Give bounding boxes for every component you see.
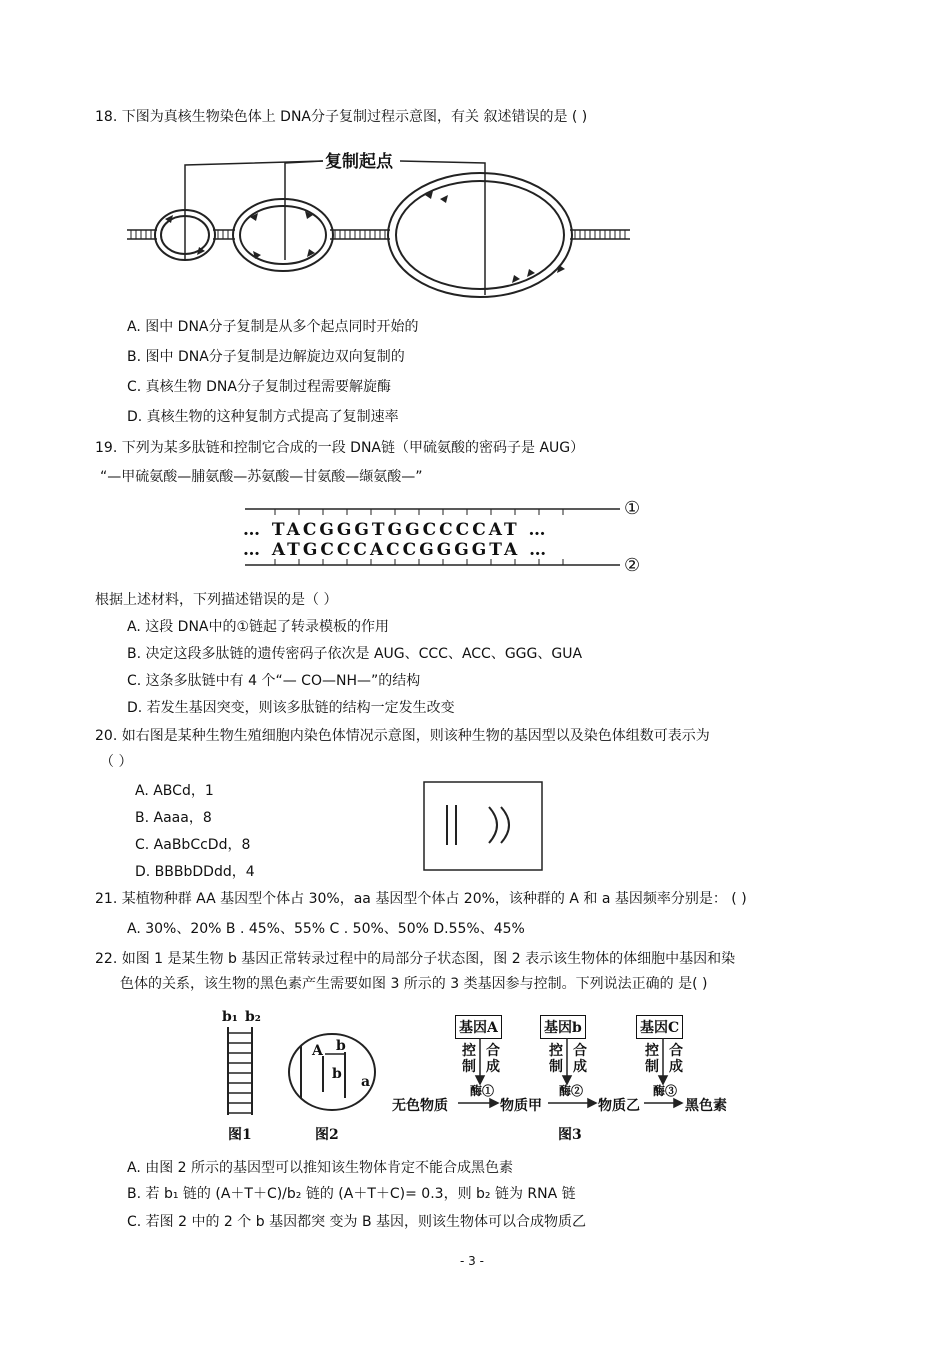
fig3-control-a: 控制 (462, 1043, 476, 1075)
chromosome-figure (423, 781, 543, 871)
q22-stem-line2: 色体的关系，该生物的黑色素产生需要如图 3 所示的 3 类基因参与控制。下列说法正确的 是( ) (120, 976, 708, 992)
q19-stem: 19. 下列为某多肽链和控制它合成的一段 DNA链（甲硫氨酸的密码子是 AUG） (95, 440, 585, 456)
fig1-caption: 图1 (228, 1127, 252, 1143)
q20-option-c: C. AaBbCcDd，8 (135, 837, 251, 853)
fig1-ladder (224, 1027, 258, 1117)
q19-peptide: “—甲硫氨酸—脯氨酸—苏氨酸—甘氨酸—缬氨酸—” (100, 469, 423, 485)
q20-stem: 20. 如右图是某种生物生殖细胞内染色体情况示意图，则该种生物的基因型以及染色体组数可表示为 (95, 728, 710, 744)
q20-option-d: D. BBBbDDdd，4 (135, 864, 255, 880)
q20-stem-paren: （ ） (100, 754, 133, 770)
fig2-label-a: a (361, 1074, 371, 1090)
fig1-b2-label: b₂ (245, 1009, 261, 1025)
dna-replication-figure (125, 145, 635, 310)
q20-option-a: A. ABCd，1 (135, 783, 214, 799)
fig2-label-A: A (312, 1043, 323, 1059)
q19-option-c: C. 这条多肽链中有 4 个“— CO—NH—”的结构 (127, 673, 421, 689)
q19-option-b: B. 决定这段多肽链的遗传密码子依次是 AUG、CCC、ACC、GGG、GUA (127, 646, 583, 662)
replication-origin-label: 复制起点 (325, 152, 393, 172)
fig2-label-b-mid: b (332, 1066, 342, 1082)
strand-2-sequence: … ATGCCCACCGGGGTA … (243, 540, 550, 560)
q22-option-c: C. 若图 2 中的 2 个 b 基因都突 变为 B 基因，则该生物体可以合成物质乙 (127, 1214, 587, 1230)
fig3-synth-c: 合成 (669, 1043, 683, 1075)
q18-option-c: C. 真核生物 DNA分子复制过程需要解旋酶 (127, 379, 391, 395)
fig3-caption: 图3 (558, 1127, 582, 1143)
q18-option-b: B. 图中 DNA分子复制是边解旋边双向复制的 (127, 349, 405, 365)
q18-option-d: D. 真核生物的这种复制方式提高了复制速率 (127, 409, 399, 425)
fig3-gene-a-box: 基因A (455, 1015, 502, 1039)
fig3-substance-jia: 物质甲 (500, 1098, 542, 1114)
fig3-substance-melanin: 黑色素 (685, 1098, 727, 1114)
fig2-caption: 图2 (315, 1127, 339, 1143)
strand-1-sequence: … TACGGGTGGCCCCAT … (243, 520, 549, 540)
fig3-substance-yi: 物质乙 (598, 1098, 640, 1114)
q19-question: 根据上述材料，下列描述错误的是（ ） (95, 592, 338, 608)
fig3-substance-colorless: 无色物质 (392, 1098, 448, 1114)
page-number: - 3 - (460, 1254, 484, 1268)
fig3-synth-a: 合成 (486, 1043, 500, 1075)
fig3-control-c: 控制 (645, 1043, 659, 1075)
q21-options: A. 30%、20% B . 45%、55% C . 50%、50% D.55%、45% (127, 921, 525, 937)
q22-stem: 22. 如图 1 是某生物 b 基因正常转录过程中的局部分子状态图，图 2 表示该生物体的体细胞中基因和染 (95, 951, 736, 967)
q20-option-b: B. Aaaa，8 (135, 810, 212, 826)
fig3-enzyme-1: 酶① (470, 1084, 495, 1098)
fig3-gene-c-box: 基因C (636, 1015, 683, 1039)
fig3-control-b: 控制 (549, 1043, 563, 1075)
strand-2-marker: ② (624, 555, 641, 576)
fig3-enzyme-3: 酶③ (653, 1084, 678, 1098)
fig1-b1-label: b₁ (222, 1009, 238, 1025)
fig3-gene-b-box: 基因b (540, 1015, 586, 1039)
q22-option-b: B. 若 b₁ 链的 (A＋T＋C)/b₂ 链的 (A＋T＋C)= 0.3，则 b₂ 链为 RNA 链 (127, 1186, 576, 1202)
fig2-label-b-top: b (336, 1038, 346, 1054)
q19-option-a: A. 这段 DNA中的①链起了转录模板的作用 (127, 619, 390, 635)
fig3-synth-b: 合成 (573, 1043, 587, 1075)
q18-stem: 18. 下图为真核生物染色体上 DNA分子复制过程示意图，有关 叙述错误的是 ( ) (95, 109, 588, 125)
q18-option-a: A. 图中 DNA分子复制是从多个起点同时开始的 (127, 319, 419, 335)
q22-option-a: A. 由图 2 所示的基因型可以推知该生物体肯定不能合成黑色素 (127, 1160, 514, 1176)
q21-stem: 21. 某植物种群 AA 基因型个体占 30%，aa 基因型个体占 20%，该种群的 A 和 a 基因频率分别是： ( ) (95, 891, 747, 907)
fig3-enzyme-2: 酶② (559, 1084, 584, 1098)
q19-option-d: D. 若发生基因突变，则该多肽链的结构一定发生改变 (127, 700, 455, 716)
strand-1-marker: ① (624, 498, 641, 519)
